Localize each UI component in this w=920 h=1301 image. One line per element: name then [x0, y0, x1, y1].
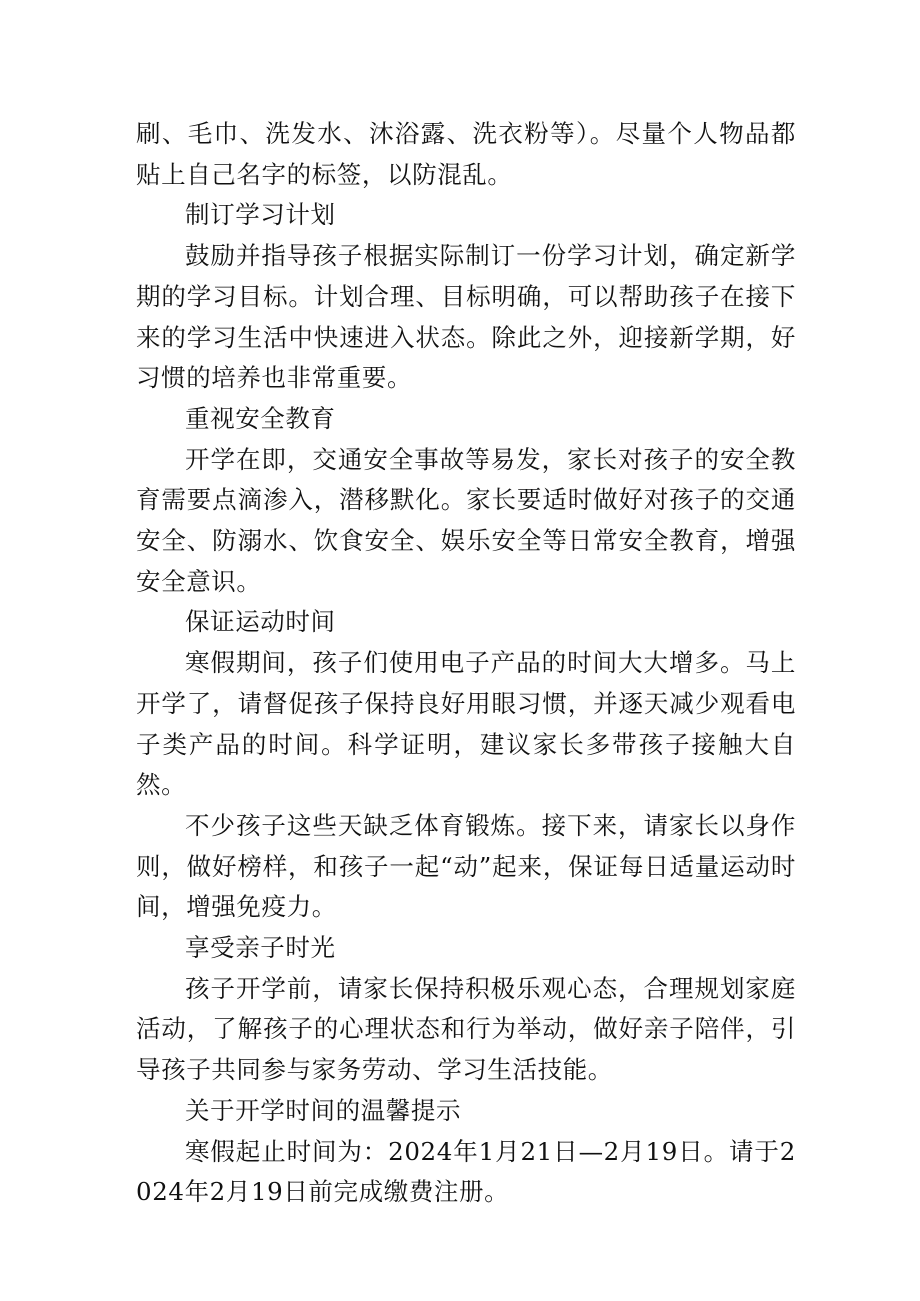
- heading-study-plan: 制订学习计划: [185, 200, 336, 230]
- heading-exercise-time: 保证运动时间: [185, 607, 336, 637]
- heading-school-start-reminder: 关于开学时间的温馨提示: [185, 1095, 462, 1125]
- paragraph-family-time: 孩子开学前，请家长保持积极乐观心态，合理规划家庭活动，了解孩子的心理状态和行为举动，做好亲子陪伴，引导孩子共同参与家务劳动、学习生活技能。: [136, 973, 796, 1085]
- paragraph-school-start-reminder: 寒假起止时间为：2024年1月21日—2月19日。请于2024年2月19日前完成缴费注册。: [136, 1136, 796, 1207]
- paragraph-exercise: 不少孩子这些天缺乏体育锻炼。接下来，请家长以身作则，做好榜样，和孩子一起“动”起来，保证每日适量运动时间，增强免疫力。: [136, 810, 796, 922]
- paragraph-study-plan: 鼓励并指导孩子根据实际制订一份学习计划，确定新学期的学习目标。计划合理、目标明确，可以帮助孩子在接下来的学习生活中快速进入状态。除此之外，迎接新学期，好习惯的培养也非常重要。: [136, 241, 796, 393]
- heading-family-time: 享受亲子时光: [185, 933, 336, 963]
- paragraph-personal-items: 刷、毛巾、洗发水、沐浴露、洗衣粉等）。尽量个人物品都贴上自己名字的标签，以防混乱。: [136, 119, 796, 189]
- paragraph-safety-education: 开学在即，交通安全事故等易发，家长对孩子的安全教育需要点滴渗入，潜移默化。家长要适时做好对孩子的交通安全、防溺水、饮食安全、娱乐安全等日常安全教育，增强安全意识。: [136, 444, 796, 596]
- paragraph-screen-time: 寒假期间，孩子们使用电子产品的时间大大增多。马上开学了，请督促孩子保持良好用眼习惯，并逐天减少观看电子类产品的时间。科学证明，建议家长多带孩子接触大自然。: [136, 648, 796, 800]
- heading-safety-education: 重视安全教育: [185, 403, 336, 433]
- document-body: [136, 114, 796, 1213]
